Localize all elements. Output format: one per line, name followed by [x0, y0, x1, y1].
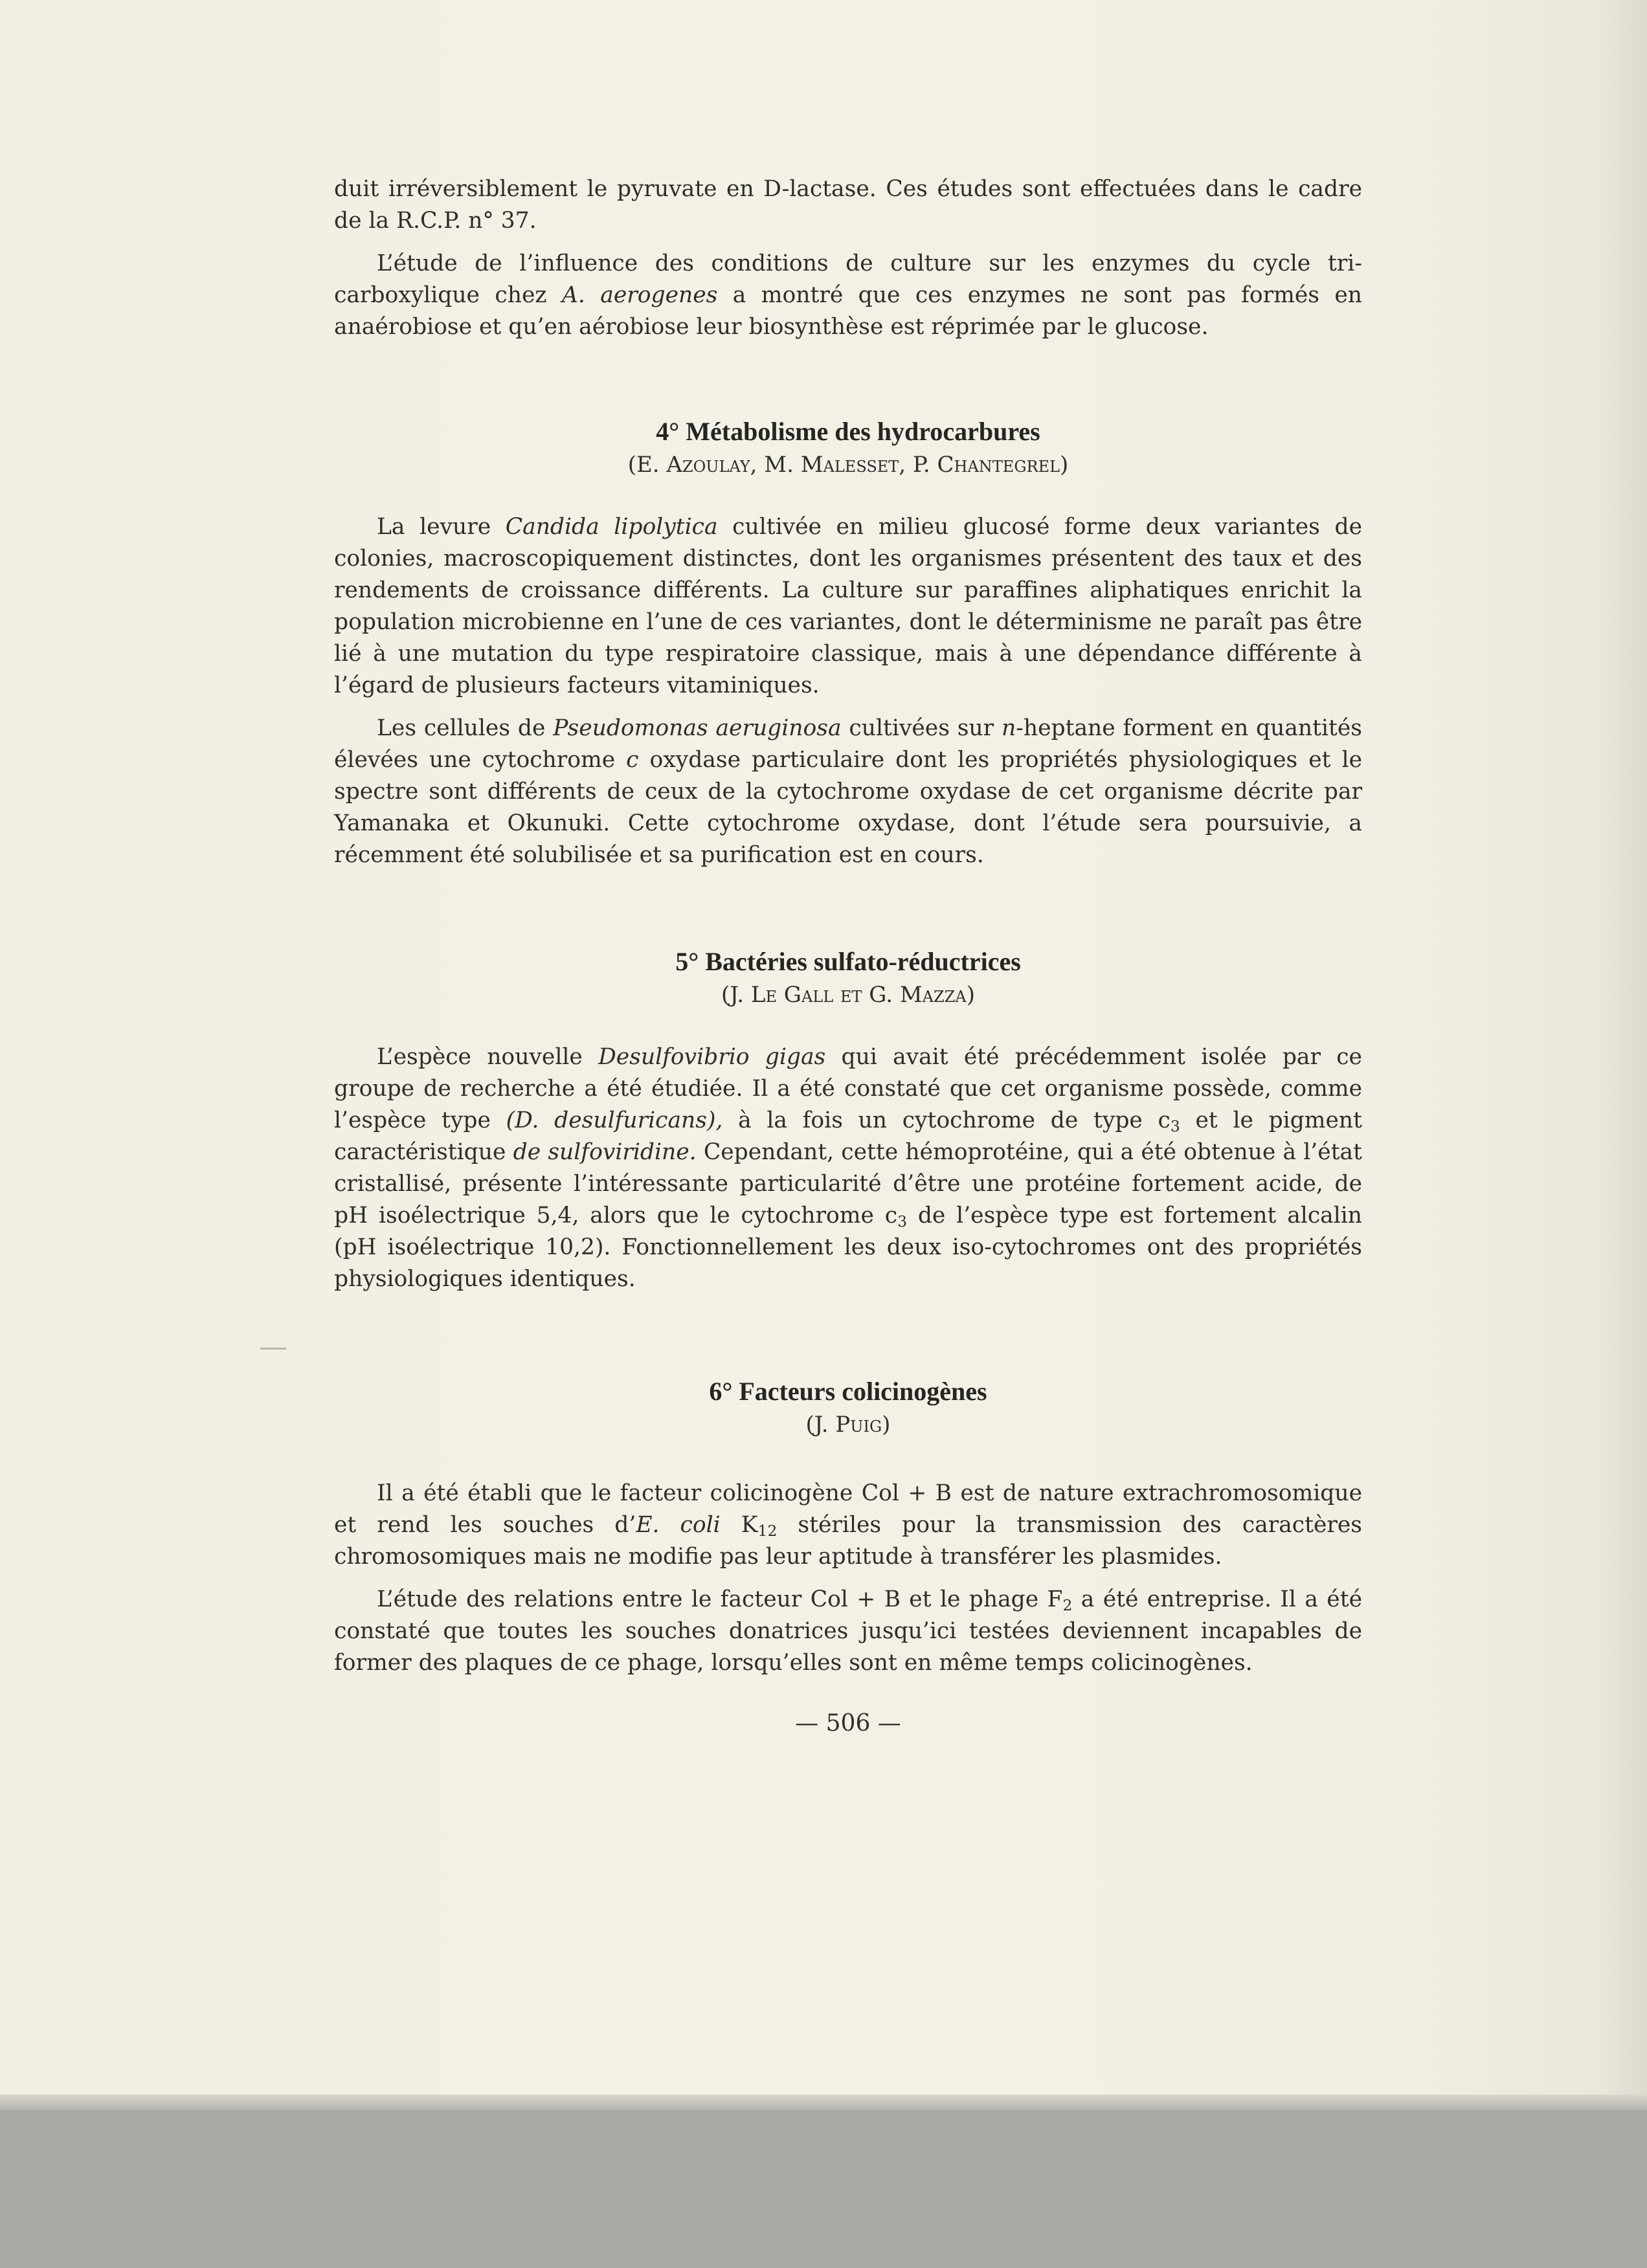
section-6-authors: (J. Puig) [805, 1412, 891, 1438]
section-6-paragraph-2: L’étude des relations entre le facteur Col + B et le phage $F_2$ a été entreprise. Il a été constaté que toutes les souches donatrices jusqu’ici testées deviennent incapables de former des plaques de ce phage, lorsqu’elles sont en même temps colicinogènes. [334, 1586, 1362, 1676]
section-4-paragraph-2: Les cellules de Pseudomonas aeruginosa cultivées sur n-heptane forment en quantités élevées une cytochrome c oxydase particulaire dont les propriétés physiologiques et le spectre sont différents de ceux de la cytochrome oxydase de cet organisme décrite par Yamanaka et Okunuki. Cette cytochrome oxydase, dont l’étude sera poursuivie, a récemment été solubilisée et sa purification est en cours. [334, 715, 1362, 868]
section-4-paragraph-1: La levure Candida lipolytica cultivée en milieu glucosé forme deux variantes de colonies, macroscopiquement distinctes, dont les organismes présentent des taux et des rendements de croissance différents. La culture sur paraffines aliphatiques enrichit la population microbienne en l’une de ces variantes, dont le déterminisme ne paraît pas être lié à une mutation du type respiratoire classique, mais à une dépendance différente à l’égard de plusieurs facteurs vitaminiques. [334, 514, 1362, 698]
section-6-title: 6° Facteurs colicinogènes [709, 1377, 987, 1406]
section-4-authors: (E. Azoulay, M. Malesset, P. Chantegrel) [627, 452, 1069, 478]
intro-paragraph-2: L’étude de l’influence des conditions de culture sur les enzymes du cycle tri-carboxylique chez A. aerogenes a montré que ces enzymes ne sont pas formés en anaérobiose et qu’en aérobiose leur biosynthèse est réprimée par le glucose. [334, 250, 1363, 340]
section-4-title: 4° Métabolisme des hydrocarbures [656, 417, 1040, 446]
page-number: — 506 — [795, 1710, 901, 1737]
margin-mark [260, 1348, 286, 1350]
species-name: Pseudomonas aeruginosa [553, 715, 842, 741]
page-bottom-shadow [0, 2095, 1647, 2110]
species-name: A. aerogenes [561, 282, 718, 308]
section-6-paragraph-1: Il a été établi que le facteur colicinogène Col + B est de nature extrachromosomique et rend les souches d’E. coli $K_{12}$ stériles pour la transmission des caractères chromosomiques mais ne modifie pas leur aptitude à transférer les plasmides. [334, 1480, 1362, 1570]
page-edge-shading [1602, 0, 1647, 2095]
section-5-title: 5° Bactéries sulfato-réductrices [675, 947, 1021, 976]
species-name: E. coli [636, 1512, 721, 1538]
species-name: Candida lipolytica [505, 514, 718, 540]
page-body [334, 173, 1362, 1740]
section-5-paragraph: L’espèce nouvelle Desulfovibrio gigas qui avait été précédemment isolée par ce groupe de recherche a été étudiée. Il a été constaté que cet organisme possède, comme l’espèce type (D. desulfuricans), à la fois un cytochrome de type $c_3$ et le pigment caractéristique de sulfoviridine. Cependant, cette hémoprotéine, qui a été obtenue à l’état cristallisé, présente l’intéressante particularité d’être une protéine fortement acide, de pH isoélectrique 5,4, alors que le cytochrome $c_3$ de l’espèce type est fortement alcalin (pH isoélectrique 10,2). Fonctionnellement les deux iso-cytochromes ont des propriétés physiologiques identiques. [334, 1044, 1363, 1292]
species-name: Desulfovibrio gigas [598, 1044, 826, 1070]
intro-paragraph-1: duit irréversiblement le pyruvate en D-lactase. Ces études sont effectuées dans le cadre de la R.C.P. n° 37. [334, 176, 1362, 234]
section-5-authors: (J. Le Gall et G. Mazza) [721, 982, 975, 1008]
